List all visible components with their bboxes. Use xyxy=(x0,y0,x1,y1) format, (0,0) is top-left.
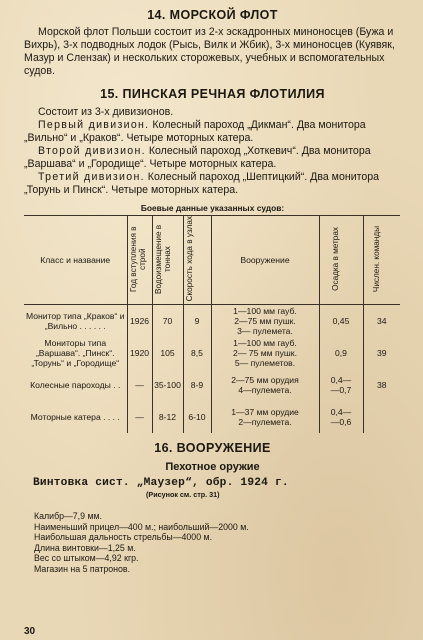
table-header-row xyxy=(24,216,400,305)
armament-line: 4—пулемета. xyxy=(238,385,292,395)
header-speed-cell xyxy=(183,216,211,305)
rifle-specs xyxy=(34,511,401,575)
row-armament xyxy=(211,337,319,369)
header-displacement: Водоизмещение в тоннах xyxy=(153,224,172,294)
page-number: 30 xyxy=(24,626,36,637)
header-crew: Числен. команды xyxy=(371,225,381,293)
row-year: 1920 xyxy=(127,337,152,369)
row-class: Мониторы типа „Варшава“. „Пинск“. „Торунь“ и „Городище“ xyxy=(24,337,127,369)
row-class: Моторные катера . . . . xyxy=(24,401,127,433)
armament-line: 2—75 мм орудия xyxy=(231,375,299,385)
row-draft: 0,45 xyxy=(319,305,363,338)
row-draft: 0,9 xyxy=(319,337,363,369)
division-1-label: Первый дивизион. xyxy=(38,119,150,131)
row-class: Колесные пароходы . . xyxy=(24,369,127,401)
division-1-text: Колесный пароход „Дикман“. Два монитора „Вильно“ и „Краков“. Четыре моторных катера. xyxy=(24,119,366,144)
division-2-text: Колесный пароход „Хоткевич“. Два монитора „Варшава“ и „Городище“. Четыре моторных катера. xyxy=(24,145,371,170)
row-speed: 9 xyxy=(183,305,211,338)
header-draft: Осадка в метрах xyxy=(331,227,340,291)
row-speed: 6-10 xyxy=(183,401,211,433)
header-armament: Вооружение xyxy=(211,216,319,305)
row-armament xyxy=(211,401,319,433)
header-displacement-cell xyxy=(152,216,183,305)
spec-line: Вес со штыком—4,92 кгр. xyxy=(34,553,139,564)
header-draft-cell xyxy=(319,216,363,305)
row-armament xyxy=(211,305,319,338)
spec-line: Магазин на 5 патронов. xyxy=(34,563,131,574)
section-14-title: 14. МОРСКОЙ ФЛОТ xyxy=(147,8,278,22)
row-crew: 39 xyxy=(376,348,387,358)
row-speed: 8,5 xyxy=(183,337,211,369)
row-year: 1926 xyxy=(127,305,152,338)
section-14-text: Морской флот Польши состоит из 2-х эскадронных миноносцев (Бужа и Вихрь), 3-х подводных лодок (Рысь, Вилк и Жбик), 3-х миноносцев (Куявяк, Мазур и Слензак) и нескольких сторожевых, учебных и вспомогательных судов. xyxy=(24,26,395,77)
row-draft: 0,4— —0,6 xyxy=(319,401,363,433)
armament-line: 5— пулеметов. xyxy=(234,358,296,368)
table-row xyxy=(24,337,400,369)
spec-line: Наименьший прицел—400 м.; наибольший—2000 м. xyxy=(34,521,249,532)
armament-line: 2— 75 мм пушк. xyxy=(233,348,297,358)
rifle-figure-note: (Рисунок см. стр. 31) xyxy=(146,490,220,499)
vessel-data-table xyxy=(24,215,400,433)
table-row xyxy=(24,305,400,338)
division-2-label: Второй дивизион. xyxy=(38,145,146,157)
armament-line: 2—75 мм пушк. xyxy=(234,316,296,326)
section-16-subtitle: Пехотное оружие xyxy=(165,461,260,473)
header-class: Класс и название xyxy=(24,216,127,305)
row-displacement: 8-12 xyxy=(152,401,183,433)
armament-line: 3— пулемета. xyxy=(237,326,293,336)
header-speed: Скорость хода в узлах xyxy=(184,216,194,302)
armament-line: 2—пулемета. xyxy=(238,417,292,427)
spec-line: Наибольшая дальность стрельбы—4000 м. xyxy=(34,532,213,543)
division-3-text: Колесный пароход „Шептицкий“. Два монитора „Торунь и Пинск“. Четыре моторных катера. xyxy=(24,171,380,196)
spec-line: Калибр—7,9 мм. xyxy=(34,511,103,521)
armament-line: 1—100 мм гауб. xyxy=(233,338,297,348)
division-2-paragraph xyxy=(24,145,401,171)
table-row xyxy=(24,369,400,401)
table-row xyxy=(24,401,400,433)
row-crew: 38 xyxy=(376,380,387,390)
section-15-intro: Состоит из 3-х дивизионов. xyxy=(38,106,174,118)
row-displacement: 70 xyxy=(152,305,183,338)
armament-line: 1—37 мм орудие xyxy=(231,407,299,417)
table-caption: Боевые данные указанных судов: xyxy=(140,203,285,213)
spec-line: Длина винтовки—1,25 м. xyxy=(34,542,136,553)
row-class: Монитор типа „Краков“ и „Вильно . . . . . . xyxy=(24,305,127,338)
row-crew: 34 xyxy=(376,316,387,326)
section-16-title: 16. ВООРУЖЕНИЕ xyxy=(154,441,271,455)
header-year-cell xyxy=(127,216,152,305)
row-year: — xyxy=(127,401,152,433)
armament-line: 1—100 мм гауб. xyxy=(233,306,297,316)
row-crew xyxy=(363,401,400,433)
rifle-heading: Винтовка сист. „Маузер“, обр. 1924 г. xyxy=(33,477,289,489)
division-3-label: Третий дивизион. xyxy=(38,171,145,183)
row-speed: 8-9 xyxy=(183,369,211,401)
division-1-paragraph xyxy=(24,119,401,145)
header-crew-cell xyxy=(363,216,400,305)
row-armament xyxy=(211,369,319,401)
row-displacement: 105 xyxy=(152,337,183,369)
row-displacement: 35-100 xyxy=(152,369,183,401)
section-15-title: 15. ПИНСКАЯ РЕЧНАЯ ФЛОТИЛИЯ xyxy=(100,87,325,101)
division-3-paragraph xyxy=(24,171,401,197)
row-year: — xyxy=(127,369,152,401)
row-draft: 0,4— —0,7 xyxy=(319,369,363,401)
header-year: Год вступления в строй xyxy=(128,226,147,292)
